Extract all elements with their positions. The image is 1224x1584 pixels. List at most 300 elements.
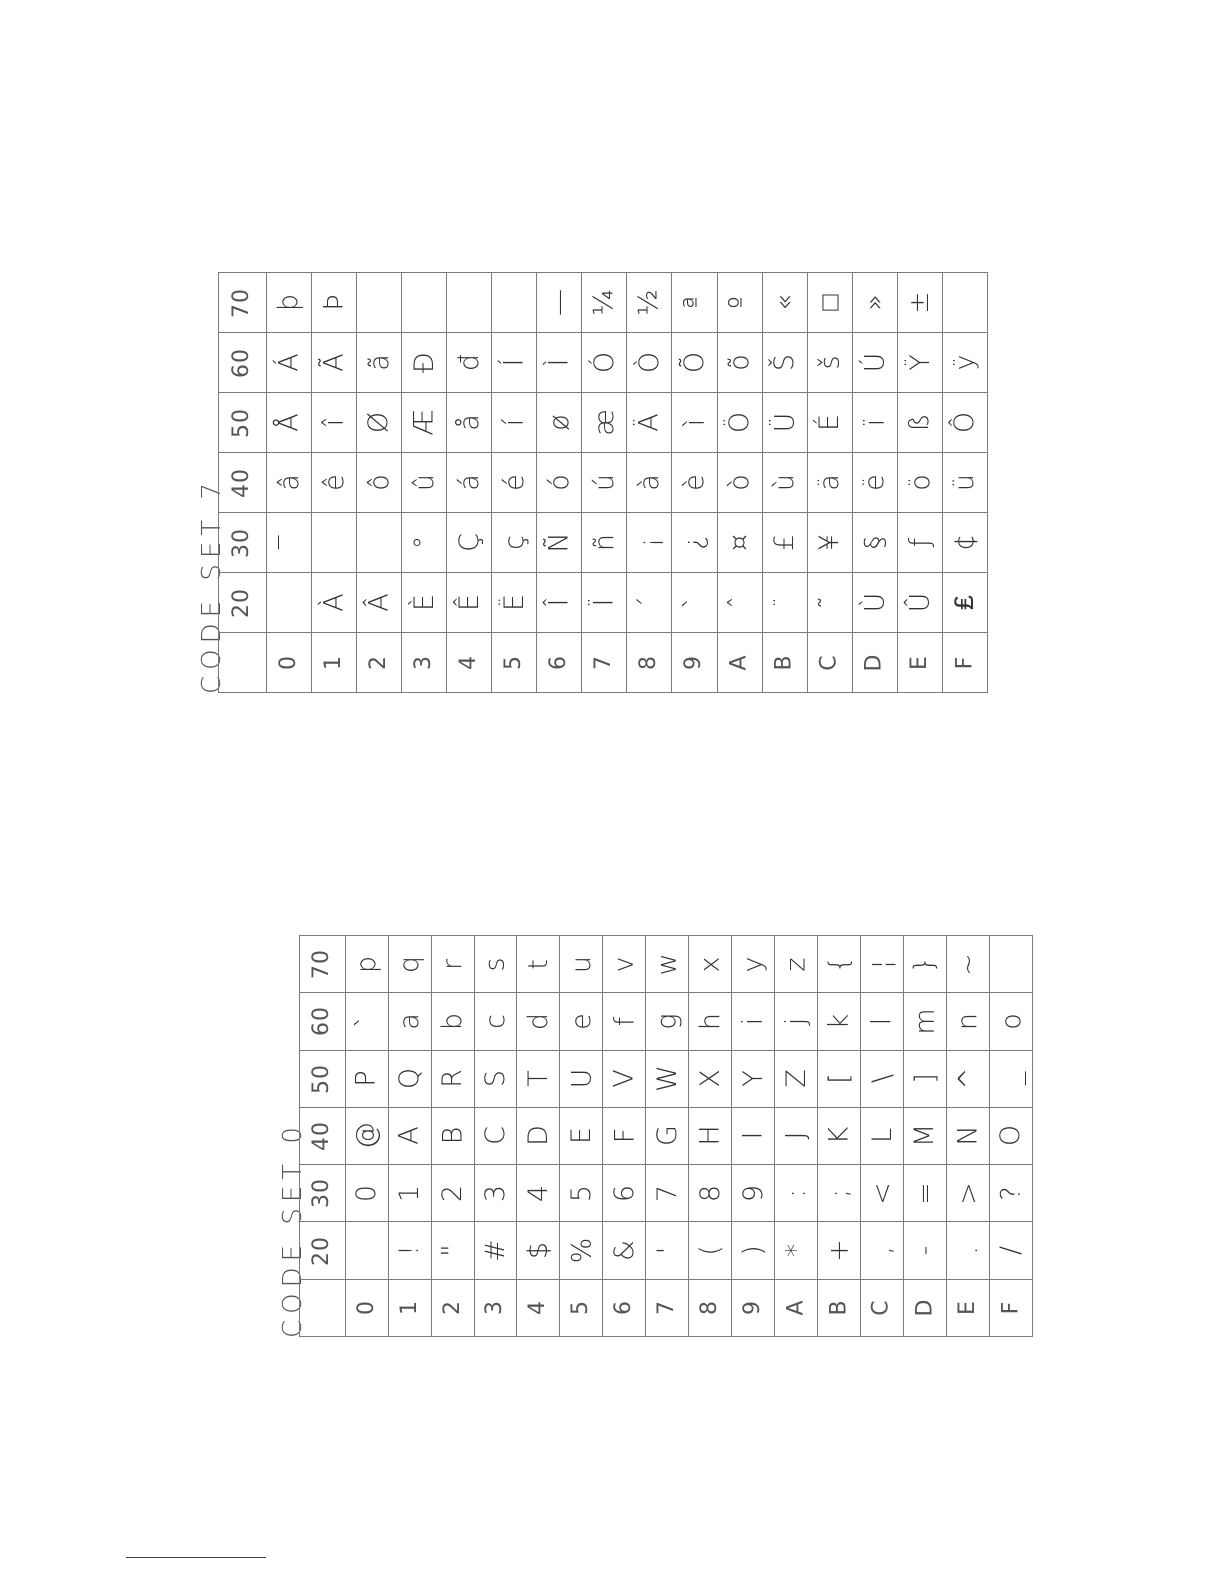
char-cell	[904, 1222, 947, 1279]
char-cell-text: Y	[737, 1070, 769, 1087]
col-label-4-text: 4	[456, 655, 482, 670]
char-cell	[942, 453, 987, 513]
char-cell	[762, 273, 807, 333]
row-label-30	[300, 1165, 346, 1222]
char-cell-text: Z	[780, 1069, 812, 1088]
char-cell	[989, 1050, 1032, 1107]
char-cell	[402, 333, 447, 393]
col-label-2	[357, 633, 402, 693]
char-cell-text: M	[909, 1124, 941, 1148]
char-cell-text: §	[859, 535, 891, 550]
col-label-D-text: D	[861, 654, 887, 671]
char-cell-text: /	[995, 1245, 1027, 1256]
char-cell-text: ~	[952, 952, 984, 976]
col-label-8	[627, 633, 672, 693]
char-cell	[762, 453, 807, 513]
char-cell-text: ½	[633, 289, 665, 316]
char-cell-text: ù	[769, 473, 801, 492]
char-cell	[818, 1050, 861, 1107]
char-cell-text: (	[694, 1245, 726, 1256]
char-cell	[646, 1165, 689, 1222]
char-cell-text: £	[769, 533, 801, 552]
char-cell-text: l	[866, 1017, 898, 1026]
char-cell	[447, 393, 492, 453]
char-cell-text: )	[737, 1245, 769, 1256]
row-label-30-text: 30	[309, 1178, 335, 1209]
char-cell-text: J	[780, 1132, 812, 1140]
col-label-E	[897, 633, 942, 693]
row-label-30	[219, 513, 267, 573]
char-cell-text: f	[608, 1016, 640, 1027]
char-cell-text: š	[814, 355, 846, 370]
char-cell	[560, 1107, 603, 1164]
char-cell	[447, 333, 492, 393]
char-cell	[627, 453, 672, 513]
char-cell	[689, 1050, 732, 1107]
char-cell	[517, 993, 560, 1050]
char-cell	[474, 936, 517, 993]
col-label-2-text: 2	[366, 655, 392, 670]
char-cell	[266, 513, 311, 573]
char-cell-text: ¦	[866, 959, 898, 969]
char-cell	[388, 1165, 431, 1222]
char-cell-text: ˆ	[724, 595, 756, 610]
char-cell	[345, 936, 388, 993]
char-cell-text: s	[479, 957, 511, 972]
char-cell	[989, 993, 1032, 1050]
char-cell-text: *	[780, 1243, 812, 1258]
char-cell	[852, 513, 897, 573]
col-label-3-text: 3	[482, 1300, 508, 1315]
char-cell-text: >	[952, 1181, 984, 1205]
char-cell	[560, 1050, 603, 1107]
table-row	[219, 453, 988, 513]
char-cell-text: ä	[814, 474, 846, 491]
char-cell-text: ë	[859, 474, 891, 491]
col-label-6	[603, 1279, 646, 1336]
char-cell-text: .	[952, 1246, 984, 1255]
char-cell-text: <	[866, 1181, 898, 1205]
char-cell-text: ß	[904, 413, 936, 432]
char-cell	[603, 993, 646, 1050]
char-cell	[582, 333, 627, 393]
row-label-60	[219, 333, 267, 393]
char-cell	[646, 936, 689, 993]
char-cell	[861, 1222, 904, 1279]
char-cell-text: `	[351, 1014, 383, 1029]
char-cell	[946, 1107, 989, 1164]
char-cell-text: 8	[694, 1184, 726, 1202]
table-row	[300, 1107, 1033, 1164]
char-cell	[560, 1222, 603, 1279]
char-cell-text: Š	[769, 353, 801, 372]
char-cell-text: n	[952, 1012, 984, 1030]
char-cell	[431, 936, 474, 993]
char-cell-text: Ð	[408, 352, 440, 373]
char-cell-text: Ÿ	[904, 354, 936, 371]
char-cell	[517, 1222, 560, 1279]
char-cell	[946, 1165, 989, 1222]
char-cell	[492, 573, 537, 633]
char-cell-text: q	[394, 955, 426, 973]
char-cell-text: U	[565, 1068, 597, 1089]
col-label-F-text: F	[951, 656, 977, 669]
row-label-20-text: 20	[229, 587, 255, 618]
char-cell	[447, 573, 492, 633]
col-label-D	[904, 1279, 947, 1336]
char-cell	[266, 393, 311, 453]
char-cell-text: G	[651, 1125, 683, 1147]
char-cell	[582, 573, 627, 633]
char-cell-text: k	[823, 1013, 855, 1030]
char-cell	[388, 1107, 431, 1164]
char-cell	[818, 1107, 861, 1164]
char-cell	[388, 936, 431, 993]
char-cell-text: ±	[904, 291, 936, 314]
char-cell-text: Ì	[543, 358, 575, 367]
col-label-6-text: 6	[546, 655, 572, 670]
char-cell-text: Ã	[318, 353, 350, 372]
char-cell-text: 7	[651, 1184, 683, 1202]
char-cell-text: 6	[608, 1184, 640, 1202]
char-cell-text: %	[565, 1237, 597, 1264]
char-cell-text: ₤	[949, 594, 981, 611]
table-row	[300, 1222, 1033, 1279]
char-cell-text: ï	[859, 418, 891, 427]
char-cell	[627, 573, 672, 633]
char-cell	[689, 936, 732, 993]
col-label-9-text: 9	[740, 1300, 766, 1315]
corner-cell	[300, 1279, 346, 1336]
char-cell	[345, 1165, 388, 1222]
char-cell-text: i	[737, 1017, 769, 1026]
char-cell	[775, 936, 818, 993]
col-label-F-text: F	[997, 1301, 1023, 1315]
char-cell	[775, 1165, 818, 1222]
char-cell	[775, 993, 818, 1050]
char-cell	[431, 1107, 474, 1164]
char-cell-text: —	[543, 289, 575, 316]
char-cell-text: S	[479, 1070, 511, 1088]
char-cell-text: ¥	[814, 533, 846, 552]
char-cell	[904, 1107, 947, 1164]
char-cell	[474, 1050, 517, 1107]
char-cell	[537, 393, 582, 453]
char-cell-text: ^	[952, 1067, 984, 1091]
char-cell	[345, 1050, 388, 1107]
char-cell	[818, 1222, 861, 1279]
char-cell-text: ó	[543, 474, 575, 491]
char-cell	[762, 333, 807, 393]
col-label-D-text: D	[912, 1299, 938, 1317]
char-cell	[807, 393, 852, 453]
char-cell	[388, 993, 431, 1050]
char-cell	[946, 993, 989, 1050]
char-cell	[946, 1222, 989, 1279]
char-cell-text: R	[437, 1069, 469, 1089]
char-cell	[762, 513, 807, 573]
col-label-4	[517, 1279, 560, 1336]
char-cell-text: h	[694, 1012, 726, 1030]
char-cell-text: x	[694, 956, 726, 973]
char-cell-text: 9	[737, 1184, 769, 1202]
char-cell	[807, 273, 852, 333]
char-cell-text: Ç	[453, 533, 485, 552]
char-cell-text: e	[565, 1013, 597, 1030]
col-label-1	[311, 633, 356, 693]
char-cell	[904, 1165, 947, 1222]
char-cell	[717, 333, 762, 393]
table-row	[219, 393, 988, 453]
char-cell	[517, 1050, 560, 1107]
char-cell-text: ü	[949, 473, 981, 492]
char-cell	[762, 573, 807, 633]
row-label-50-text: 50	[309, 1063, 335, 1094]
char-cell	[537, 273, 582, 333]
char-cell	[904, 936, 947, 993]
char-cell-text: w	[651, 953, 683, 976]
char-cell	[603, 1222, 646, 1279]
char-cell-text: Ñ	[543, 532, 575, 553]
char-cell	[861, 993, 904, 1050]
column-label-row	[219, 633, 988, 693]
char-cell	[732, 1222, 775, 1279]
char-cell-text: é	[498, 474, 530, 491]
char-cell-text: ?	[995, 1186, 1027, 1201]
char-cell-text: Æ	[408, 409, 440, 436]
char-cell	[717, 393, 762, 453]
char-cell-text: "	[437, 1244, 469, 1257]
char-cell-text: ‾	[273, 535, 305, 550]
char-cell	[897, 513, 942, 573]
col-label-9	[732, 1279, 775, 1336]
char-cell-text: ì	[678, 418, 710, 427]
char-cell	[537, 573, 582, 633]
char-cell-text: õ	[724, 354, 756, 371]
col-label-B	[762, 633, 807, 693]
char-cell	[357, 513, 402, 573]
char-cell-text: ¼	[588, 289, 620, 316]
char-cell-text: B	[437, 1127, 469, 1145]
col-label-3-text: 3	[411, 655, 437, 670]
char-cell	[732, 1165, 775, 1222]
char-cell-text: P	[351, 1070, 383, 1087]
char-cell	[492, 453, 537, 513]
char-cell	[818, 1165, 861, 1222]
char-cell-text: Â	[363, 593, 395, 612]
col-label-6	[537, 633, 582, 693]
char-cell-text: _	[995, 1071, 1027, 1086]
char-cell	[807, 333, 852, 393]
char-cell	[946, 936, 989, 993]
col-label-B-text: B	[771, 654, 797, 671]
char-cell	[732, 1050, 775, 1107]
col-label-0	[266, 633, 311, 693]
row-label-40-text: 40	[309, 1120, 335, 1151]
char-cell-text: D	[522, 1125, 554, 1147]
char-cell	[492, 333, 537, 393]
col-label-E	[946, 1279, 989, 1336]
char-cell-text: ñ	[588, 533, 620, 552]
char-cell	[689, 1222, 732, 1279]
char-cell	[989, 1165, 1032, 1222]
col-label-7-text: 7	[654, 1300, 680, 1315]
char-cell	[447, 513, 492, 573]
char-cell-text: -	[909, 1245, 941, 1256]
char-cell	[646, 993, 689, 1050]
char-cell	[807, 573, 852, 633]
char-cell	[942, 333, 987, 393]
char-cell	[852, 393, 897, 453]
char-cell-text: +	[823, 1239, 855, 1262]
char-cell-text: Ó	[588, 351, 620, 374]
char-cell-text: Ä	[633, 413, 665, 432]
char-cell	[818, 993, 861, 1050]
char-cell	[492, 393, 537, 453]
char-cell	[474, 1107, 517, 1164]
char-cell	[989, 1222, 1032, 1279]
char-cell	[447, 453, 492, 513]
char-cell	[732, 1107, 775, 1164]
char-cell	[861, 936, 904, 993]
char-cell-text: g	[651, 1013, 683, 1030]
col-label-E-text: E	[954, 1300, 980, 1315]
char-cell-text: I	[737, 1132, 769, 1140]
col-label-8-text: 8	[636, 655, 662, 670]
row-label-70-text: 70	[229, 287, 255, 318]
char-cell-text: T	[522, 1070, 554, 1087]
char-cell-text: 0	[351, 1184, 383, 1202]
char-cell-text: ô	[363, 474, 395, 491]
code-set-0-table	[299, 935, 1033, 1337]
char-cell	[689, 1165, 732, 1222]
char-cell-text: »	[859, 294, 891, 311]
char-cell	[852, 333, 897, 393]
char-cell-text: 3	[479, 1184, 511, 1202]
char-cell-text: {	[823, 955, 855, 973]
row-label-20-text: 20	[309, 1235, 335, 1266]
col-label-5	[560, 1279, 603, 1336]
char-cell	[345, 1222, 388, 1279]
row-label-70-text: 70	[309, 949, 335, 980]
char-cell	[388, 1050, 431, 1107]
char-cell	[560, 993, 603, 1050]
char-cell-text: ç	[498, 535, 530, 550]
char-cell-text: Å	[273, 413, 305, 432]
char-cell-text: #	[479, 1239, 511, 1262]
char-cell-text: □	[814, 294, 846, 311]
char-cell-text: \	[866, 1074, 898, 1084]
char-cell	[717, 273, 762, 333]
col-label-4-text: 4	[525, 1300, 551, 1315]
char-cell-text: Ê	[453, 593, 485, 612]
char-cell	[266, 333, 311, 393]
char-cell-text: û	[408, 473, 440, 492]
char-cell-text: }	[909, 955, 941, 973]
code-set-7-table	[218, 272, 988, 693]
char-cell	[603, 1107, 646, 1164]
char-cell	[345, 1107, 388, 1164]
char-cell	[732, 993, 775, 1050]
col-label-C-text: C	[816, 654, 842, 671]
char-cell	[989, 1107, 1032, 1164]
row-label-70	[300, 936, 346, 993]
col-label-D	[852, 633, 897, 693]
char-cell-text: y	[737, 956, 769, 973]
char-cell	[402, 573, 447, 633]
char-cell-text: b	[437, 1012, 469, 1030]
col-label-5-text: 5	[568, 1300, 594, 1315]
char-cell	[474, 993, 517, 1050]
char-cell	[732, 936, 775, 993]
col-label-3	[474, 1279, 517, 1336]
char-cell-text: `	[678, 595, 710, 610]
char-cell-text: đ	[453, 353, 485, 372]
char-cell	[582, 393, 627, 453]
char-cell-text: ;	[823, 1188, 855, 1198]
char-cell	[942, 513, 987, 573]
char-cell-text: ¿	[678, 535, 710, 550]
col-label-C	[861, 1279, 904, 1336]
char-cell	[345, 993, 388, 1050]
row-label-50	[300, 1050, 346, 1107]
char-cell	[897, 333, 942, 393]
char-cell-text: F	[608, 1128, 640, 1144]
row-label-40	[300, 1107, 346, 1164]
char-cell-text: á	[453, 474, 485, 491]
char-cell	[311, 513, 356, 573]
col-label-E-text: E	[906, 655, 932, 670]
char-cell-text: m	[909, 1008, 941, 1035]
char-cell-text: Þ	[318, 294, 350, 311]
col-label-5-text: 5	[501, 655, 527, 670]
char-cell-text: ê	[318, 474, 350, 491]
corner-cell	[219, 633, 267, 693]
char-cell	[388, 1222, 431, 1279]
char-cell	[517, 1107, 560, 1164]
row-label-40-text: 40	[229, 467, 255, 498]
table-row	[300, 993, 1033, 1050]
char-cell	[689, 993, 732, 1050]
row-label-60-text: 60	[309, 1006, 335, 1037]
char-cell	[852, 573, 897, 633]
table-row	[219, 333, 988, 393]
char-cell-text: ,	[866, 1246, 898, 1255]
char-cell-text: ø	[543, 414, 575, 431]
char-cell-text: É	[814, 413, 846, 432]
char-cell-text: î	[318, 418, 350, 427]
char-cell-text: u	[565, 955, 597, 973]
char-cell-text: K	[823, 1127, 855, 1145]
char-cell	[492, 513, 537, 573]
char-cell	[311, 333, 356, 393]
col-label-4	[447, 633, 492, 693]
char-cell	[402, 513, 447, 573]
char-cell-text: N	[952, 1125, 984, 1147]
col-label-B-text: B	[826, 1300, 852, 1316]
char-cell	[582, 273, 627, 333]
col-label-8-text: 8	[697, 1300, 723, 1315]
char-cell-text: 1	[394, 1184, 426, 1202]
char-cell-text: z	[780, 957, 812, 972]
char-cell	[861, 1107, 904, 1164]
char-cell	[537, 453, 582, 513]
char-cell	[672, 393, 717, 453]
char-cell	[447, 273, 492, 333]
char-cell-text: À	[318, 593, 350, 612]
char-cell-text: Ë	[498, 593, 530, 612]
char-cell-text: è	[678, 474, 710, 491]
